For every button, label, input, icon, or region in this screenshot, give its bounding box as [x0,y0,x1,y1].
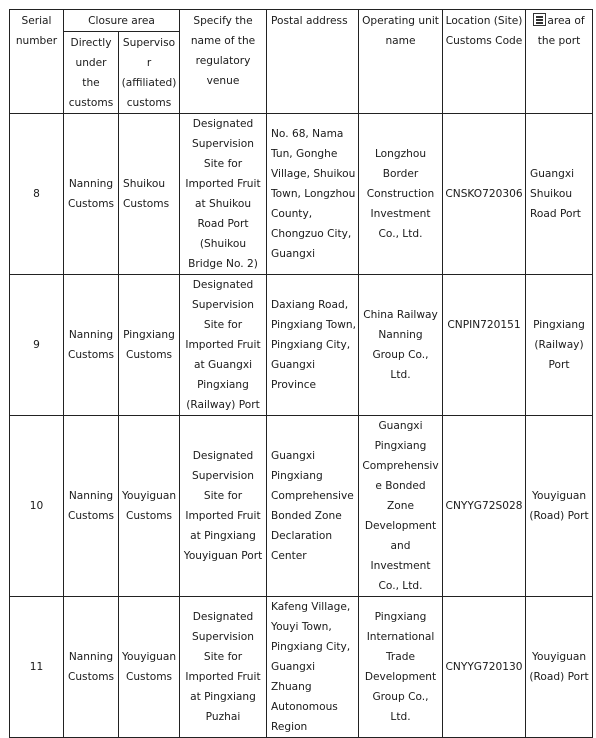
header-directly-under: Directly under the customs [64,32,119,114]
cell-directly-under: Nanning Customs [64,597,119,738]
header-port-area-label: area of the port [537,15,585,47]
cell-directly-under: Nanning Customs [64,416,119,597]
cell-address: No. 68, Nama Tun, Gonghe Village, Shuikou Town, Longzhou County, Chongzuo City, Guangxi [267,114,359,275]
header-venue: Specify the name of the regulatory venue [180,10,267,114]
cell-port: Guangxi Shuikou Road Port [526,114,593,275]
cell-supervisor: Youyiguan Customs [119,597,180,738]
cell-serial: 11 [10,597,64,738]
cell-address: Guangxi Pingxiang Comprehensive Bonded Zone Declaration Center [267,416,359,597]
header-port-area [526,10,593,114]
cell-port: Youyiguan (Road) Port [526,597,593,738]
header-customs-code: Location (Site) Customs Code [443,10,526,114]
cell-customs-code: CNPIN720151 [443,275,526,416]
cell-operating-unit: Pingxiang International Trade Development Group Co., Ltd. [359,597,443,738]
cell-serial: 10 [10,416,64,597]
header-closure-area: Closure area [64,10,180,32]
cell-venue: Designated Supervision Site for Imported Fruit at Pingxiang Puzhai [180,597,267,738]
header-operating-unit: Operating unit name [359,10,443,114]
cell-serial: 9 [10,275,64,416]
cell-customs-code: CNYYG720130 [443,597,526,738]
cell-venue: Designated Supervision Site for Imported Fruit at Shuikou Road Port (Shuikou Bridge No. 2) [180,114,267,275]
cell-venue: Designated Supervision Site for Imported Fruit at Guangxi Pingxiang (Railway) Port [180,275,267,416]
table-row [10,275,593,416]
cell-supervisor: Pingxiang Customs [119,275,180,416]
table-row [10,597,593,738]
cell-supervisor: Youyiguan Customs [119,416,180,597]
cell-directly-under: Nanning Customs [64,114,119,275]
cell-port: Youyiguan (Road) Port [526,416,593,597]
cell-port: Pingxiang (Railway) Port [526,275,593,416]
table-row [10,114,593,275]
cell-venue: Designated Supervision Site for Imported Fruit at Pingxiang Youyiguan Port [180,416,267,597]
cell-customs-code: CNYYG72S028 [443,416,526,597]
header-serial: Serial number [10,10,64,114]
header-supervisor: Supervisor (affiliated) customs [119,32,180,114]
cell-supervisor: Shuikou Customs [119,114,180,275]
table-tool-icon[interactable] [533,13,546,26]
cell-address: Daxiang Road, Pingxiang Town, Pingxiang City, Guangxi Province [267,275,359,416]
cell-customs-code: CNSKO720306 [443,114,526,275]
cell-operating-unit: China Railway Nanning Group Co., Ltd. [359,275,443,416]
table-row [10,416,593,597]
supervision-sites-table [9,9,593,738]
header-address: Postal address [267,10,359,114]
cell-address: Kafeng Village, Youyi Town, Pingxiang City, Guangxi Zhuang Autonomous Region [267,597,359,738]
cell-directly-under: Nanning Customs [64,275,119,416]
cell-operating-unit: Longzhou Border Construction Investment Co., Ltd. [359,114,443,275]
cell-serial: 8 [10,114,64,275]
header-row [10,10,593,32]
cell-operating-unit: Guangxi Pingxiang Comprehensive Bonded Zone Development and Investment Co., Ltd. [359,416,443,597]
